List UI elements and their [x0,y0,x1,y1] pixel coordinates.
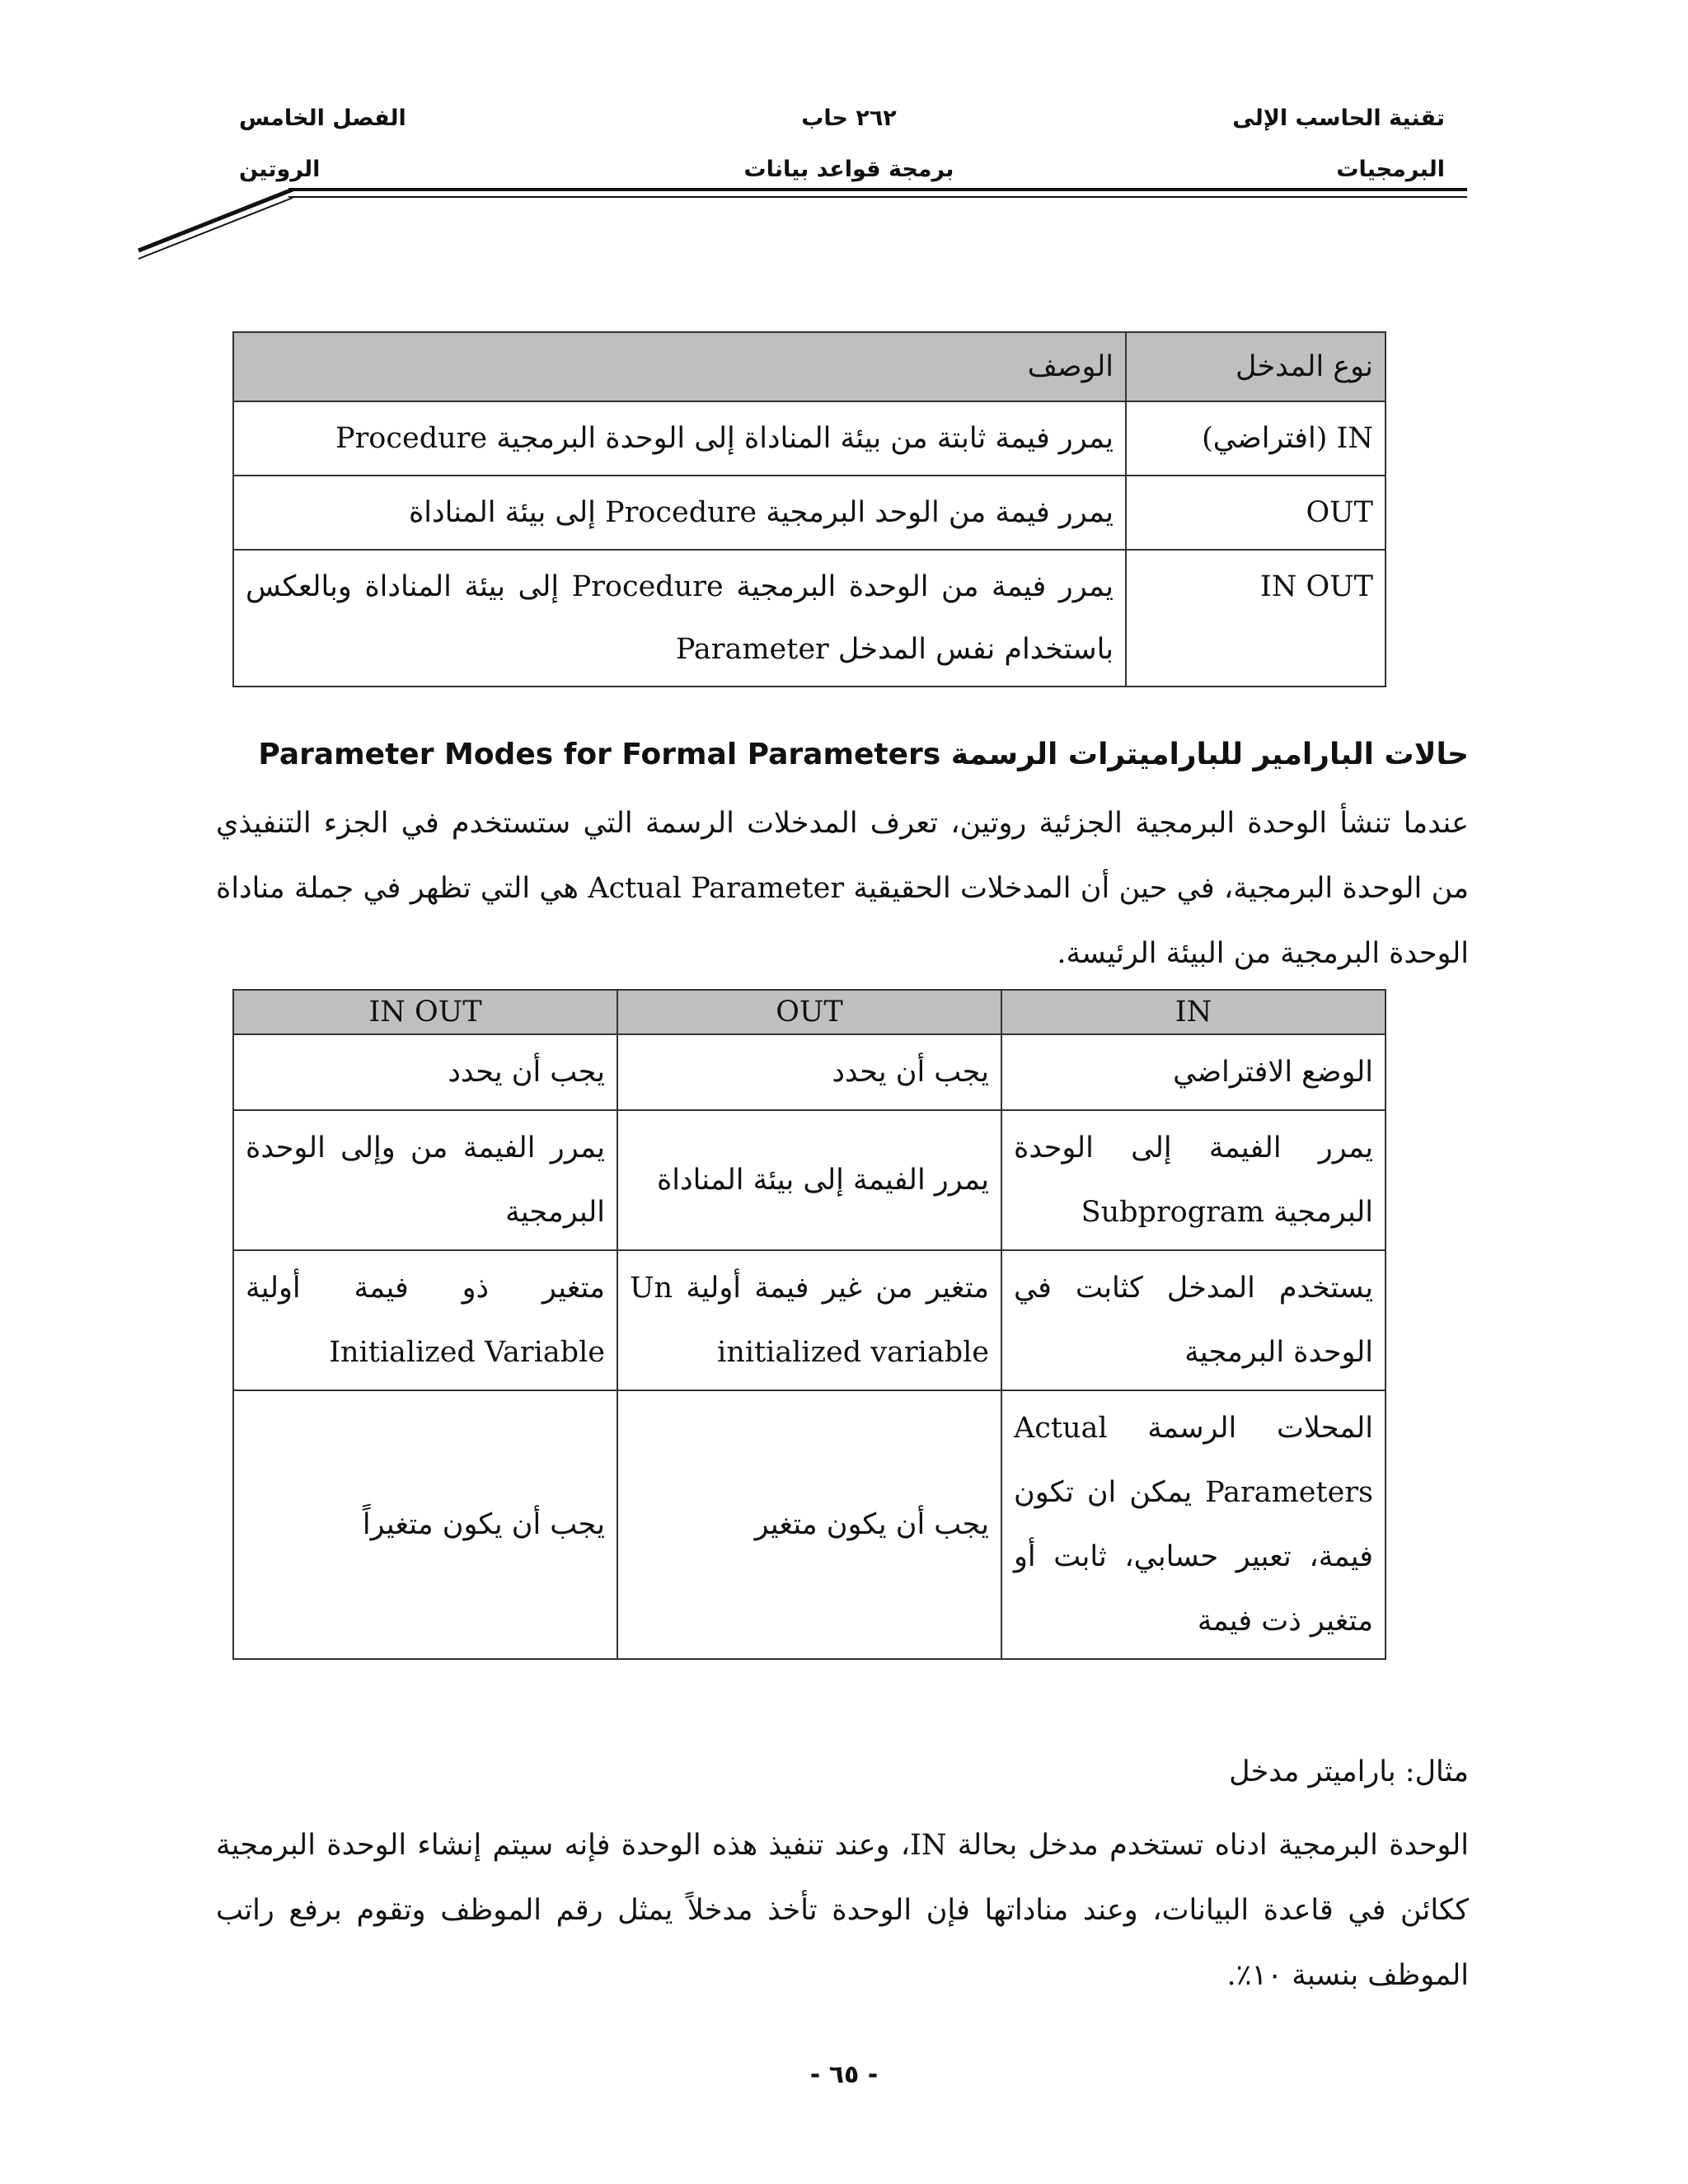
table-header-row [233,990,1386,1034]
cell-inout: يجب أن يكون متغيراً [233,1390,617,1659]
column-header-type: نوع المدخل [1126,332,1386,401]
column-header-out: OUT [617,990,1001,1034]
table-row [233,476,1386,550]
cell-description: يمرر فيمة ثابتة من بيئة المناداة إلى الوحدة البرمجية Procedure [233,401,1126,476]
table-row [233,1390,1386,1659]
column-header-in: IN [1001,990,1386,1034]
cell-description: يمرر فيمة من الوحدة البرمجية Procedure إلى بيئة المناداة وبالعكس باستخدام نفس المدخل Parameter [233,550,1126,687]
table-row [233,1250,1386,1390]
cell-out: يجب أن يحدد [617,1034,1001,1110]
header-course-title: تقنية الحاسب الإلى [1232,105,1445,131]
section-title-arabic: حالات البارامير للباراميترات الرسمة [950,738,1469,771]
page-number: - ٦٥ - [809,2060,879,2089]
cell-type: OUT [1126,476,1386,550]
cell-inout: يمرر الفيمة من وإلى الوحدة البرمجية [233,1110,617,1250]
cell-out: يجب أن يكون متغير [617,1390,1001,1659]
section-title [258,738,1469,771]
cell-out: يمرر الفيمة إلى بيئة المناداة [617,1110,1001,1250]
table-row [233,550,1386,687]
cell-type: IN OUT [1126,550,1386,687]
header-rule-thin [288,196,1467,198]
table-row [233,401,1386,476]
parameter-types-table [232,331,1386,687]
cell-in: الوضع الافتراضي [1001,1034,1386,1110]
table-header-row [233,332,1386,401]
header-chapter-title: الروتين [239,157,321,182]
cell-type: IN (افتراضي) [1126,401,1386,476]
header-rule-slant [132,183,297,261]
column-header-inout: IN OUT [233,990,617,1034]
cell-inout: يجب أن يحدد [233,1034,617,1110]
parameter-modes-table [232,989,1386,1660]
table-row [233,1034,1386,1110]
example-paragraph: الوحدة البرمجية ادناه تستخدم مدخل بحالة IN، وعند تنفيذ هذه الوحدة فإنه سيتم إنشاء الوحدة البرمجية ككائن في قاعدة البيانات، وعند مناداتها فإن الوحدة تأخذ مدخلاً يمثل رقم الموظف وتقوم برفع راتب الموظف بنسبة ١٠٪. [216,1829,1469,1992]
header-rule-thick [288,188,1467,191]
header-chapter: الفصل الخامس [239,105,406,131]
column-header-description: الوصف [233,332,1126,401]
cell-out: متغير من غير فيمة أولية Un initialized variable [617,1250,1001,1390]
cell-description: يمرر فيمة من الوحد البرمجية Procedure إلى بيئة المناداة [233,476,1126,550]
header-course-code: ٢٦٢ حاب [801,105,897,131]
cell-in: يمرر الفيمة إلى الوحدة البرمجية Subprogram [1001,1110,1386,1250]
cell-inout: متغير ذو فيمة أولية Initialized Variable [233,1250,617,1390]
cell-in: يستخدم المدخل كثابت في الوحدة البرمجية [1001,1250,1386,1390]
cell-in: المحلات الرسمة Actual Parameters يمكن ان تكون فيمة، تعبير حسابي، ثابت أو متغير ذت فيمة [1001,1390,1386,1659]
header-course-name: برمجة قواعد بيانات [743,157,954,182]
table-row [233,1110,1386,1250]
section-title-english: Parameter Modes for Formal Parameters [258,738,941,771]
example-label: مثال: باراميتر مدخل [1229,1755,1469,1788]
header-department: البرمجيات [1336,157,1445,182]
section-paragraph: عندما تنشأ الوحدة البرمجية الجزئية روتين، تعرف المدخلات الرسمة التي ستستخدم في الجزء التنفيذي من الوحدة البرمجية، في حين أن المدخلات الحقيقية Actual Parameter هي التي تظهر في جملة مناداة الوحدة البرمجية من البيئة الرئيسة. [216,807,1469,970]
